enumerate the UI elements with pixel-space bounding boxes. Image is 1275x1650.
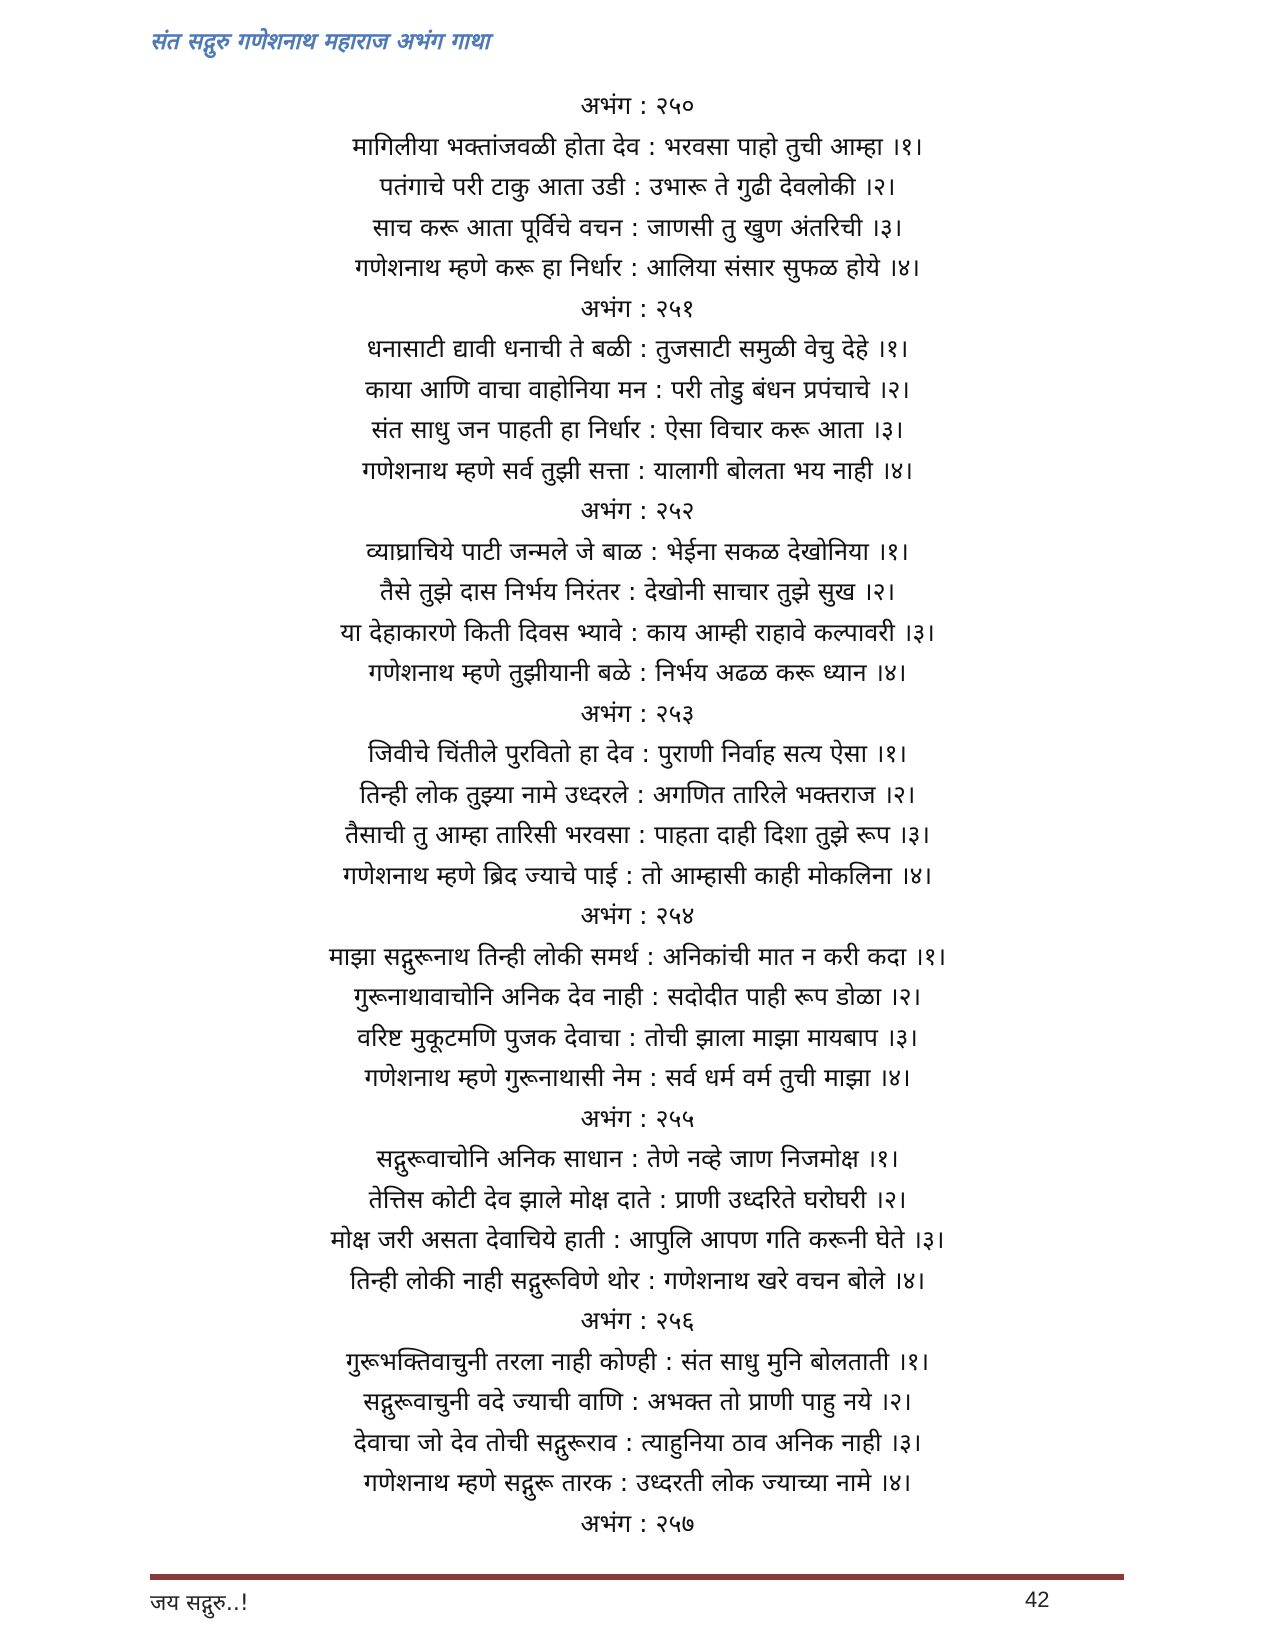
verse-line: माझा सद्गुरूनाथ तिन्ही लोकी समर्थ : अनिकांची मात न करी कदा ।१।: [328, 941, 947, 971]
verse-line: मागिलीया भक्तांजवळी होता देव : भरवसा पाहो तुची आम्हा ।१।: [352, 131, 923, 161]
page-number: 42: [1025, 1587, 1050, 1612]
abhang-title: अभंग : २५५: [580, 1103, 695, 1133]
verse-line: देवाचा जो देव तोची सद्गुरूराव : त्याहुनिया ठाव अनिक नाही ।३।: [353, 1427, 922, 1457]
verse-line: गुरूभक्तिवाचुनी तरला नाही कोण्ही : संत साधु मुनि बोलताती ।१।: [345, 1346, 930, 1376]
abhang-title: अभंग : २५१: [580, 293, 695, 323]
verse-line: तैसाची तु आम्हा तारिसी भरवसा : पाहता दाही दिशा तुझे रूप ।३।: [345, 820, 930, 849]
verse-line: तिन्ही लोकी नाही सद्गुरूविणे थोर : गणेशनाथ खरे वचन बोले ।४।: [349, 1265, 926, 1295]
verse-line: गुरूनाथावाचोनि अनिक देव नाही : सदोदीत पाही रूप डोळा ।२।: [353, 982, 922, 1011]
page-header-title: संत सद्गुरु गणेशनाथ महाराज अभंग गाथा: [150, 29, 490, 55]
footer-divider: [150, 1574, 1124, 1580]
verse-line: गणेशनाथ म्हणे ब्रिद ज्याचे पाई : तो आम्हासी काही मोकलिना ।४।: [342, 860, 933, 890]
verse-line: तेत्तिस कोटी देव झाले मोक्ष दाते : प्राणी उध्दरिते घरोघरी ।२।: [368, 1184, 907, 1214]
verse-line: गणेशनाथ म्हणे गुरूनाथासी नेम : सर्व धर्म वर्म तुची माझा ।४।: [364, 1063, 911, 1092]
verse-line: जिवीचे चिंतीले पुरवितो हा देव : पुराणी निर्वाह सत्य ऐसा ।१।: [368, 739, 907, 768]
verse-line: काया आणि वाचा वाहोनिया मन : परी तोडु बंधन प्रपंचाचे ।२।: [365, 374, 910, 404]
verse-line: सद्गुरूवाचुनी वदे ज्याची वाणि : अभक्त तो प्राणी पाहु नये ।२।: [363, 1387, 912, 1416]
abhang-title: अभंग : २५०: [580, 91, 695, 120]
footer-text: जय सद्गुरु..!: [150, 1591, 249, 1616]
verse-line: गणेशनाथ म्हणे सर्व तुझी सत्ता : यालागी बोलता भय नाही ।४।: [362, 455, 913, 485]
verse-line: गणेशनाथ म्हणे सद्गुरू तारक : उध्दरती लोक ज्याच्या नामे ।४।: [363, 1468, 912, 1497]
verse-line: संत साधु जन पाहती हा निर्धार : ऐसा विचार करू आता ।३।: [371, 415, 904, 444]
verse-line: गणेशनाथ म्हणे तुझीयानी बळे : निर्भय अढळ करू ध्यान ।४।: [368, 658, 907, 687]
abhang-title: अभंग : २५४: [580, 901, 695, 930]
verse-line: सद्गुरूवाचोनि अनिक साधान : तेणे नव्हे जाण निजमोक्ष ।१।: [376, 1144, 899, 1173]
abhang-title: अभंग : २५३: [580, 698, 695, 728]
abhang-title: अभंग : २५२: [580, 496, 695, 525]
verse-line: व्याघ्राचिये पाटी जन्मले जे बाळ : भेईना सकळ देखोनिया ।१।: [366, 536, 909, 566]
verse-line: वरिष्ट मुकूटमणि पुजक देवाचा : तोची झाला माझा मायबाप ।३।: [357, 1022, 918, 1052]
verse-line: तिन्ही लोक तुझ्या नामे उध्दरले : अगणित तारिले भक्तराज ।२।: [359, 779, 916, 809]
verse-line: पतंगाचे परी टाकु आता उडी : उभारू ते गुढी देवलोकी ।२।: [379, 172, 896, 201]
verse-line: या देहाकारणे किती दिवस भ्यावे : काय आम्ही राहावे कल्पावरी ।३।: [340, 617, 935, 647]
verse-line: तैसे तुझे दास निर्भय निरंतर : देखोनी साचार तुझे सुख ।२।: [379, 577, 896, 606]
verse-line: साच करू आता पूर्विचे वचन : जाणसी तु खुण अंतरिची ।३।: [372, 212, 903, 242]
abhang-content: [0, 86, 1275, 1544]
abhang-title: अभंग : २५६: [580, 1306, 695, 1335]
verse-line: मोक्ष जरी असता देवाचिये हाती : आपुलि आपण गति करूनी घेते ।३।: [330, 1225, 945, 1254]
abhang-title: अभंग : २५७: [580, 1508, 695, 1538]
verse-line: धनासाटी द्यावी धनाची ते बळी : तुजसाटी समुळी वेचु देहे ।१।: [366, 334, 909, 363]
verse-line: गणेशनाथ म्हणे करू हा निर्धार : आलिया संसार सुफळ होये ।४।: [355, 253, 920, 282]
